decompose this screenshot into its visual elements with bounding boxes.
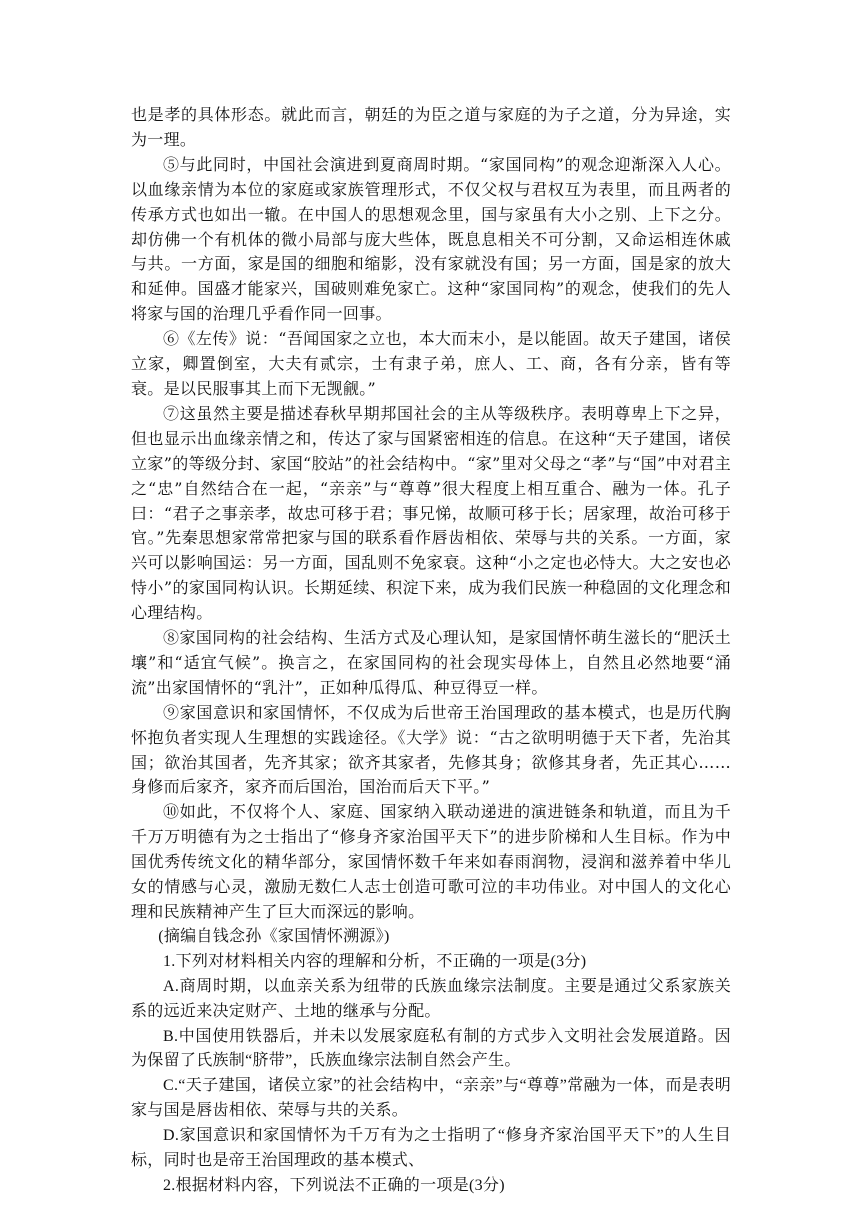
- paragraph-10: ⑩如此，不仅将个人、家庭、国家纳入联动递进的演进链条和轨道，而且为千千万万明德有为之士指出了“修身齐家治国平天下”的进步阶梯和人生目标。作为中国优秀传统文化的精华部分，家国情怀数千年来如春雨润物，浸润和滋养着中华儿女的情感与心灵，激励无数仁人志士创造可歌可泣的丰功伟业。对中国人的文化心理和民族精神产生了巨大而深远的影响。: [131, 802, 731, 921]
- option-c: C.“天子建国，诸侯立家”的社会结构中，“亲亲”与“尊尊”常融为一体，而是表明家与国是唇齿相依、荣辱与共的关系。: [131, 1077, 731, 1120]
- option-b: B.中国使用铁器后，并未以发展家庭私有制的方式步入文明社会发展道路。因为保留了氏族制“脐带”，氏族血缘宗法制自然会产生。: [131, 1027, 731, 1070]
- paragraph-7: ⑦这虽然主要是描述春秋早期邦国社会的主从等级秩序。表明尊卑上下之异，但也显示出血缘亲情之和，传达了家与国紧密相连的信息。在这种“天子建国，诸侯立家”的等级分封、家国“胶站”的社会结构中。“家”里对父母之“孝”与“国”中对君主之“忠”自然结合在一起，“亲亲”与“尊尊”很大程度上相互重合、融为一体。孔子曰：“君子之事亲孝，故忠可移于君；事兄悌，故顺可移于长；居家理，故治可移于官。”先秦思想家常常把家与国的联系看作唇齿相依、荣辱与共的关系。一方面，家兴可以影响国运：另一方面，国乱则不免家衰。这种“小之定也必恃大。大之安也必恃小”的家国同构认识。长期延续、积淀下来，成为我们民族一种稳固的文化理念和心理结构。: [131, 403, 731, 623]
- paragraph-9: ⑨家国意识和家国情怀，不仅成为后世帝王治国理政的基本模式，也是历代胸怀抱负者实现人生理想的实践途径。《大学》说：“古之欲明明德于天下者，先治其国；欲治其国者，先齐其家；欲齐其家者，先修其身；欲修其身者，先正其心……身修而后家齐，家齐而后国治，国治而后天下平。”: [131, 702, 731, 797]
- paragraph-6: ⑥《左传》说：“吾闻国家之立也，本大而末小，是以能固。故天子建国，诸侯立家，卿置倒室，大夫有贰宗，士有隶子弟，庶人、工、商，各有分亲，皆有等衰。是以民服事其上而下无觊觎。”: [131, 329, 731, 398]
- question-2: 2.根据材料内容，下列说法不正确的一项是(3分): [163, 1176, 505, 1194]
- source-citation: (摘编自钱念孙《家国情怀溯源》): [158, 927, 390, 945]
- question-1: 1.下列对材料相关内容的理解和分析，不正确的一项是(3分): [163, 952, 587, 970]
- paragraph-continuation: 也是孝的具体形态。就此而言，朝廷的为臣之道与家庭的为子之道，分为异途，实为一理。: [131, 105, 731, 149]
- paragraph-5: ⑤与此同时，中国社会演进到夏商周时期。“家国同构”的观念迎渐深入人心。以血缘亲情为本位的家庭或家族管理形式，不仅父权与君权互为表里，而且两者的传承方式也如出一辙。在中国人的思想观念里，国与家虽有大小之别、上下之分。却仿佛一个有机体的微小局部与庞大些体，既息息相关不可分割，又命运相连休戚与共。一方面，家是国的细胞和缩影，没有家就没有国；另一方面，国是家的放大和延伸。国盛才能家兴，国破则难免家亡。这种“家国同构”的观念，使我们的先人将家与国的治理几乎看作同一回事。: [131, 154, 731, 324]
- option-a: A.商周时期，以血亲关系为纽带的氏族血缘宗法制度。主要是通过父系家族关系的远近来决定财产、土地的继承与分配。: [131, 977, 731, 1020]
- document-body: [131, 103, 731, 1199]
- option-d: D.家国意识和家国情怀为千万有为之士指明了“修身齐家治国平天下”的人生目标，同时也是帝王治国理政的基本模式、: [131, 1127, 731, 1170]
- paragraph-8: ⑧家国同构的社会结构、生活方式及心理认知，是家国情怀萌生滋长的“肥沃土壤”和“适宜气候”。换言之，在家国同构的社会现实母体上，自然且必然地要“涌流”出家国情怀的“乳汁”，正如种瓜得瓜、种豆得豆一样。: [131, 628, 731, 697]
